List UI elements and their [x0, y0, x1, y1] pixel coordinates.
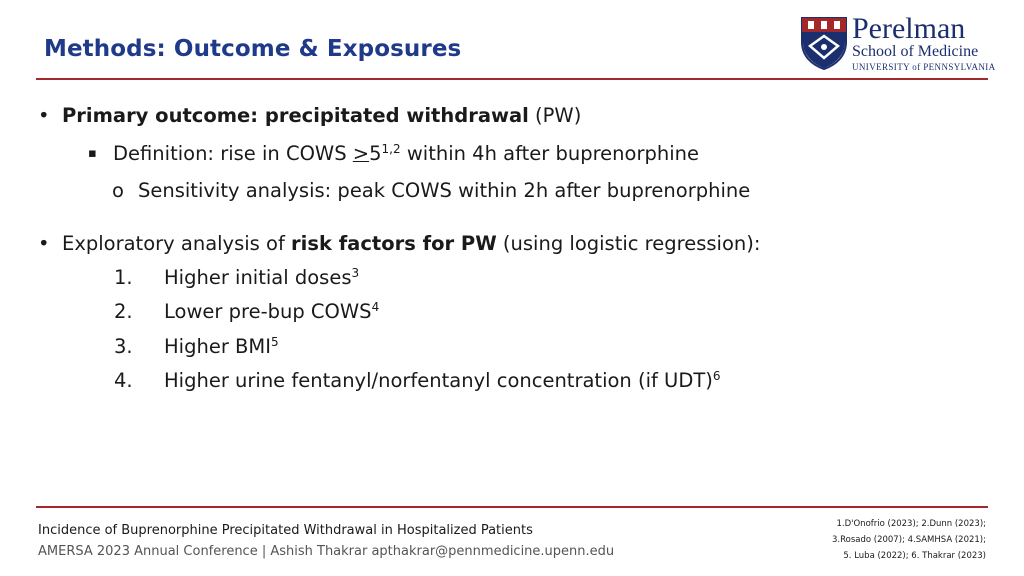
penn-shield-icon	[800, 16, 848, 70]
list-item-number: 3.	[114, 335, 133, 358]
slide-title: Methods: Outcome & Exposures	[44, 36, 462, 62]
reference-line: 1.D'Onofrio (2023); 2.Dunn (2023);	[836, 519, 986, 529]
reference-line: 5. Luba (2022); 6. Thakrar (2023)	[843, 551, 986, 561]
list-item-citation: 5	[270, 335, 279, 349]
list-item	[114, 334, 279, 360]
list-item-text: Higher BMI	[164, 335, 271, 358]
primary-outcome-label: Primary outcome: precipitated withdrawal	[62, 104, 529, 127]
list-item-citation: 6	[712, 369, 721, 383]
list-item-text: Lower pre-bup COWS	[164, 300, 372, 323]
definition-citation: 1,2	[381, 142, 401, 156]
title-divider	[36, 78, 988, 80]
footer-references	[832, 516, 986, 564]
sensitivity-text: Sensitivity analysis: peak COWS within 2h after buprenorphine	[138, 179, 751, 202]
list-item	[114, 368, 721, 394]
list-item	[114, 299, 380, 325]
primary-outcome-abbr: (PW)	[535, 104, 582, 127]
circle-bullet-marker: o	[112, 179, 124, 202]
perelman-logo	[800, 12, 996, 74]
footer-conference-author: AMERSA 2023 Annual Conference | Ashish Thakrar apthakrar@pennmedicine.upenn.edu	[38, 544, 615, 559]
list-item	[114, 265, 360, 291]
list-item-text: Higher urine fentanyl/norfentanyl concentration (if UDT)	[164, 369, 713, 392]
list-item-citation: 3	[351, 266, 360, 280]
footer-info	[38, 520, 614, 562]
footer-divider	[36, 506, 988, 508]
list-item-number: 1.	[114, 266, 133, 289]
logo-school: School of Medicine	[852, 43, 979, 60]
exploratory-text: Exploratory analysis of	[62, 232, 292, 255]
bullet-marker: •	[38, 232, 50, 255]
logo-name: Perelman	[852, 12, 966, 45]
bullet-marker: •	[38, 104, 50, 127]
logo-university: UNIVERSITY of PENNSYLVANIA	[852, 62, 996, 72]
list-item-number: 4.	[114, 369, 133, 392]
square-bullet-marker: ▪	[88, 146, 97, 161]
exploratory-bold: risk factors for PW	[291, 232, 497, 255]
reference-line: 3.Rosado (2007); 4.SAMHSA (2021);	[831, 535, 986, 545]
definition-text: Definition: rise in COWS	[113, 142, 353, 165]
footer-presentation-title: Incidence of Buprenorphine Precipitated Withdrawal in Hospitalized Patients	[38, 523, 533, 538]
definition-threshold: 5	[369, 142, 382, 165]
list-item-text: Higher initial doses	[164, 266, 352, 289]
list-item-number: 2.	[114, 300, 133, 323]
exploratory-text-end: (using logistic regression):	[496, 232, 761, 255]
list-item-citation: 4	[371, 300, 380, 314]
ge-symbol: >	[352, 142, 370, 165]
definition-text-end: within 4h after buprenorphine	[400, 142, 699, 165]
